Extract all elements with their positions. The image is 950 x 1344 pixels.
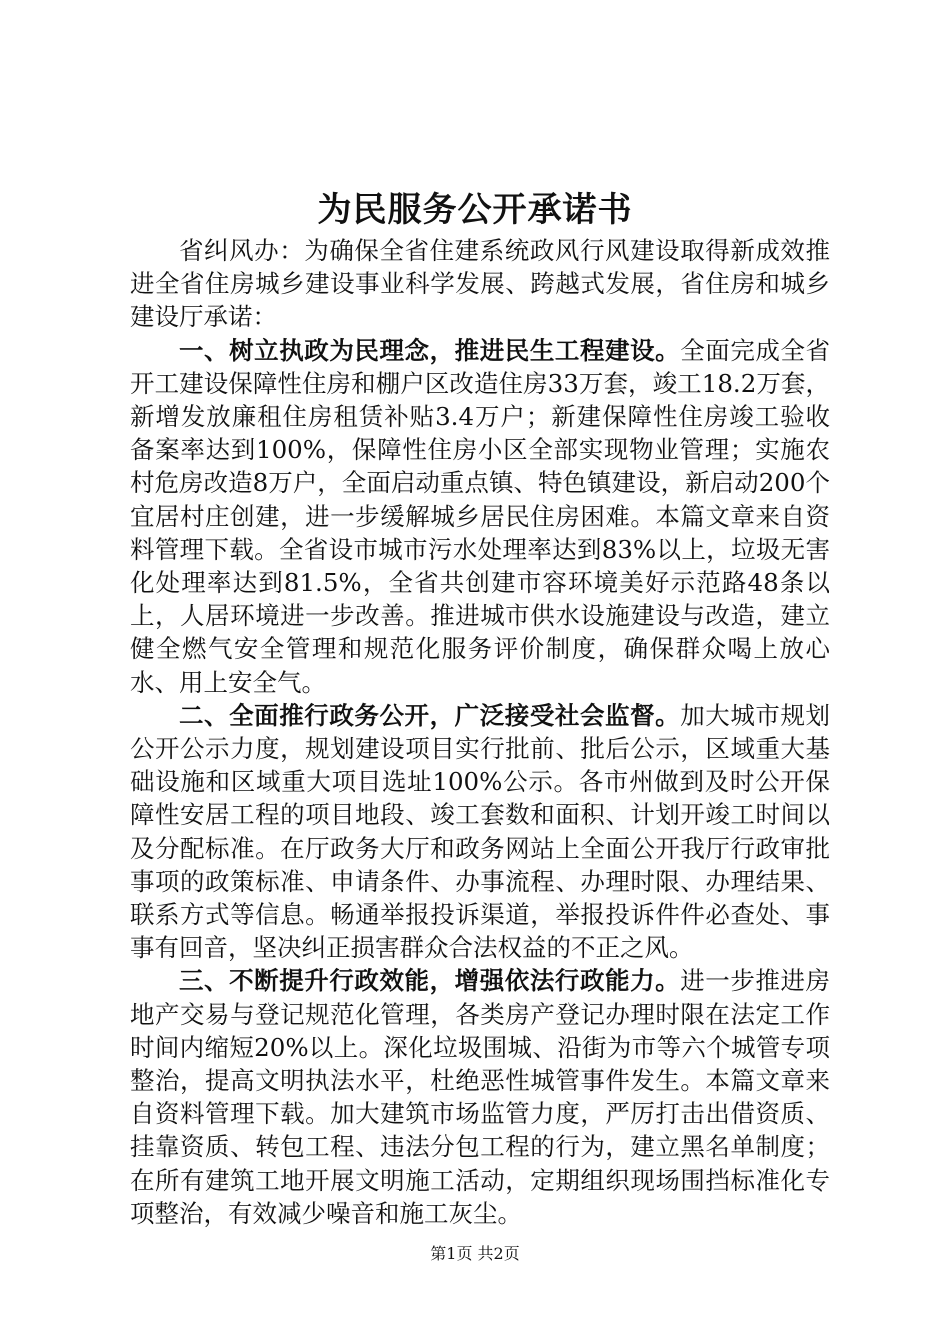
document-body <box>130 234 830 1230</box>
intro-paragraph: 省纠风办：为确保全省住建系统政风行风建设取得新成效推进全省住房城乡建设事业科学发展、跨越式发展，省住房和城乡建设厅承诺： <box>130 236 830 332</box>
section-body-1: 全面完成全省开工建设保障性住房和棚户区改造住房33万套，竣工18.2万套，新增发放廉租住房租赁补贴3.4万户；新建保障性住房竣工验收备案率达到100%，保障性住房小区全部实现物业管理；实施农村危房改造8万户，全面启动重点镇、特色镇建设，新启动200个宜居村庄创建，进一步缓解城乡居民住房困难。本篇文章来自资料管理下载。全省设市城市污水处理率达到83%以上，垃圾无害化处理率达到81.5%，全省共创建市容环境美好示范路48条以上，人居环境进一步改善。推进城市供水设施建设与改造，建立健全燃气安全管理和规范化服务评价制度，确保群众喝上放心水、用上安全气。 <box>130 335 831 697</box>
section-paragraph-1 <box>130 334 830 699</box>
page-number-footer: 第1页 共2页 <box>430 1244 520 1263</box>
section-paragraph-3 <box>130 964 830 1230</box>
section-body-2: 加大城市规划公开公示力度，规划建设项目实行批前、批后公示，区域重大基础设施和区域重大项目选址100%公示。各市州做到及时公开保障性安居工程的项目地段、竣工套数和面积、计划开竣工时间以及分配标准。在厅政务大厅和政务网站上全面公开我厅行政审批事项的政策标准、申请条件、办事流程、办理时限、办理结果、联系方式等信息。畅通举报投诉渠道，举报投诉件件必查处、事事有回音，坚决纠正损害群众合法权益的不正之风。 <box>130 700 831 963</box>
section-heading-3: 三、不断提升行政效能，增强依法行政能力。 <box>179 966 681 996</box>
section-heading-1: 一、树立执政为民理念，推进民生工程建设。 <box>179 335 681 365</box>
document-title: 为民服务公开承诺书 <box>317 190 633 230</box>
section-body-3: 进一步推进房地产交易与登记规范化管理，各类房产登记办理时限在法定工作时间内缩短20%以上。深化垃圾围城、沿街为市等六个城管专项整治，提高文明执法水平，杜绝恶性城管事件发生。本篇文章来自资料管理下载。加大建筑市场监管力度，严厉打击出借资质、挂靠资质、转包工程、违法分包工程的行为，建立黑名单制度；在所有建筑工地开展文明施工活动，定期组织现场围挡标准化专项整治，有效减少噪音和施工灰尘。 <box>130 966 831 1228</box>
section-heading-2: 二、全面推行政务公开，广泛接受社会监督。 <box>179 700 681 730</box>
section-paragraph-2 <box>130 699 830 965</box>
